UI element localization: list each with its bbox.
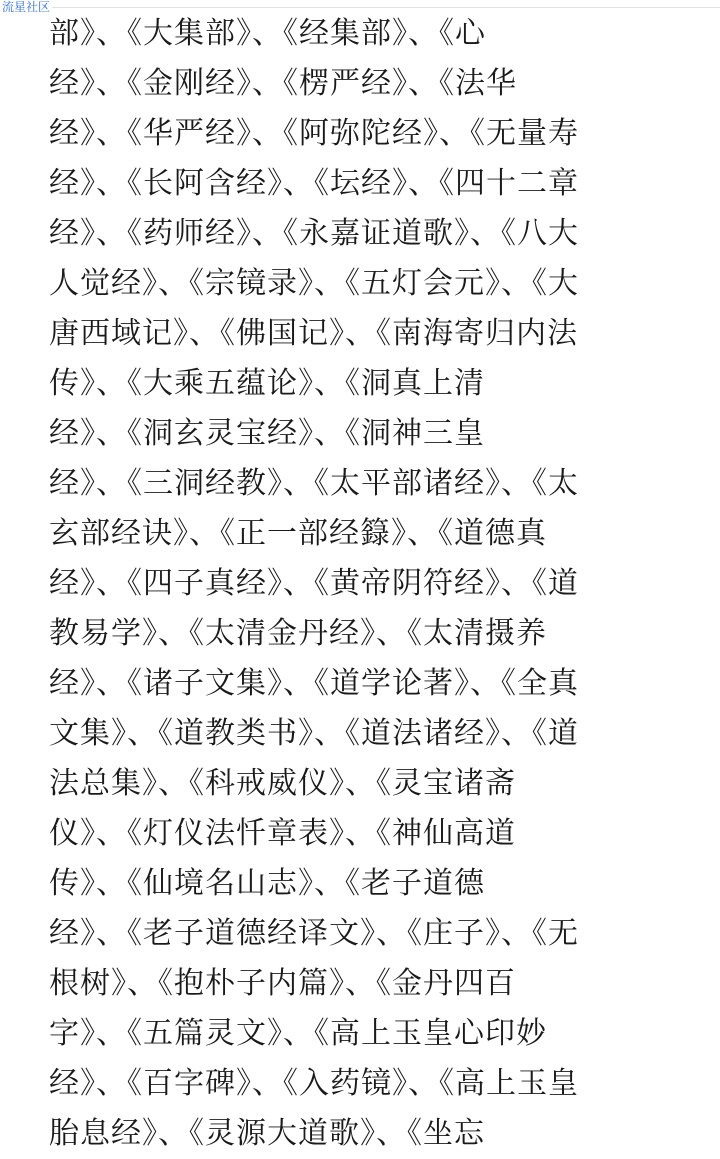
text-line: 经》、《洞玄灵宝经》、《洞神三皇	[49, 416, 485, 451]
top-divider	[0, 7, 720, 8]
article-body	[49, 9, 689, 1159]
text-line: 唐西域记》、《佛国记》、《南海寄归内法	[49, 316, 578, 351]
text-line: 人觉经》、《宗镜录》、《五灯会元》、《大	[49, 266, 579, 301]
text-line: 传》、《大乘五蕴论》、《洞真上清	[49, 366, 485, 401]
text-line: 字》、《五篇灵文》、《高上玉皇心印妙	[49, 1016, 547, 1051]
text-line: 经》、《三洞经教》、《太平部诸经》、《太	[49, 466, 579, 501]
text-line: 胎息经》、《灵源大道歌》、《坐忘	[49, 1116, 485, 1151]
text-line: 传》、《仙境名山志》、《老子道德	[49, 866, 485, 901]
text-line: 经》、《诸子文集》、《道学论著》、《全真	[49, 666, 579, 701]
text-line: 经》、《老子道德经译文》、《庄子》、《无	[49, 916, 579, 951]
text-line: 法总集》、《科戒威仪》、《灵宝诸斋	[49, 766, 516, 801]
text-line: 文集》、《道教类书》、《道法诸经》、《道	[49, 716, 579, 751]
text-line: 玄部经诀》、《正一部经籙》、《道德真	[49, 516, 547, 551]
site-name-link[interactable]: 流星社区	[2, 0, 51, 14]
text-line: 经》、《药师经》、《永嘉证道歌》、《八大	[49, 216, 579, 251]
text-line: 部》、《大集部》、《经集部》、《心	[49, 16, 486, 51]
text-line: 教易学》、《太清金丹经》、《太清摄养	[49, 616, 547, 651]
text-line: 经》、《华严经》、《阿弥陀经》、《无量寿	[49, 116, 579, 151]
text-line: 根树》、《抱朴子内篇》、《金丹四百	[49, 966, 516, 1001]
text-line: 经》、《金刚经》、《楞严经》、《法华	[49, 66, 517, 101]
text-line: 仪》、《灯仪法忏章表》、《神仙高道	[49, 816, 516, 851]
text-line: 经》、《四子真经》、《黄帝阴符经》、《道	[49, 566, 579, 601]
text-line: 经》、《百字碑》、《入药镜》、《高上玉皇	[49, 1066, 579, 1101]
text-line: 经》、《长阿含经》、《坛经》、《四十二章	[49, 166, 579, 201]
